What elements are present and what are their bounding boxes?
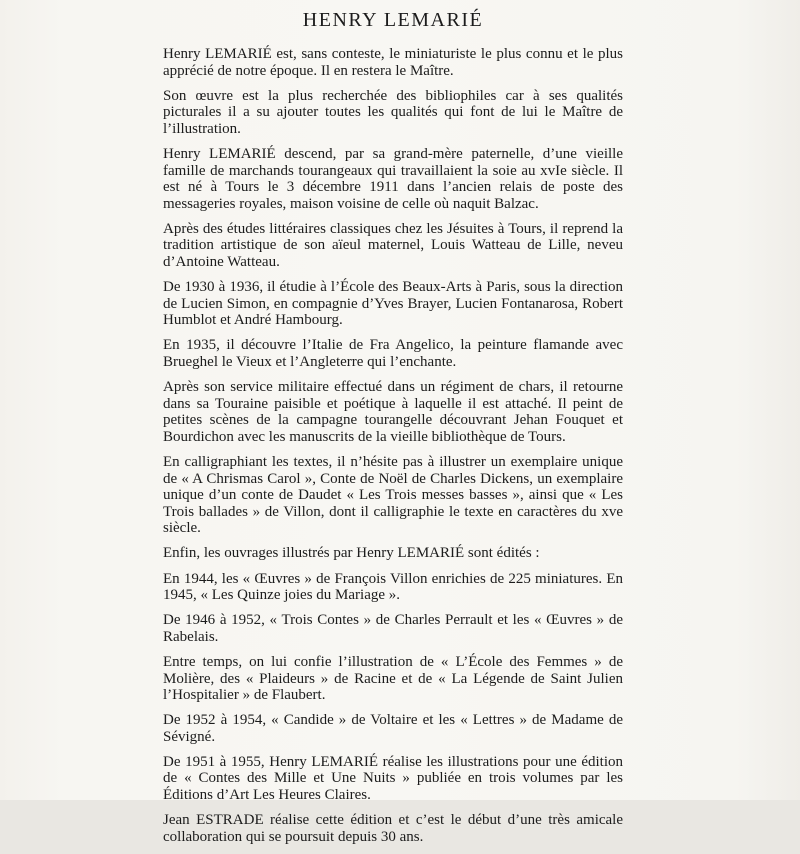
paragraph-1944: En 1944, les « Œuvres » de François Villon enrichies de 225 miniatures. En 1945, « Les Quinze joies du Mariage ». xyxy=(163,570,623,604)
paragraph-oeuvre: Son œuvre est la plus recherchée des bibliophiles car à ses qualités picturales il a su ajouter toutes les qualités qui font de lui le Maître de l’illustration. xyxy=(163,87,623,137)
paragraph-calligraphy: En calligraphiant les textes, il n’hésite pas à illustrer un exemplaire unique de « A Chrismas Carol », Conte de Noël de Charles Dickens, un exemplaire unique d’un conte de Daudet « Les Trois messes basses », ainsi que « Les Trois ballades » de Villon, dont il calligraphie le texte en caractères du xve siècle. xyxy=(163,453,623,537)
paragraph-1951: De 1951 à 1955, Henry LEMARIÉ réalise les illustrations pour une édition de « Contes des Mille et Une Nuits » publiée en trois volumes par les Éditions d’Art Les Heures Claires. xyxy=(163,753,623,804)
paragraph-1935: En 1935, il découvre l’Italie de Fra Angelico, la peinture flamande avec Brueghel le Vieux et l’Angleterre qui l’enchante. xyxy=(163,337,623,370)
paragraph-beaux-arts: De 1930 à 1936, il étudie à l’École des Beaux-Arts à Paris, sous la direction de Lucien Simon, en compagnie d’Yves Brayer, Lucien Fontanarosa, Robert Humblot et André Hambourg. xyxy=(163,279,623,329)
paragraph-estrade: Jean ESTRADE réalise cette édition et c’est le début d’une très amicale collaboration qui se poursuit depuis 30 ans. xyxy=(163,812,623,845)
paragraph-intro: Henry LEMARIÉ est, sans conteste, le miniaturiste le plus connu et le plus apprécié de notre époque. Il en restera le Maître. xyxy=(163,46,623,79)
paragraph-editions-intro: Enfin, les ouvrages illustrés par Henry LEMARIÉ sont édités : xyxy=(163,545,540,562)
document-title: HENRY LEMARIÉ xyxy=(302,9,484,31)
paragraph-1946: De 1946 à 1952, « Trois Contes » de Charles Perrault et les « Œuvres » de Rabelais. xyxy=(163,612,623,645)
paragraph-entre-temps: Entre temps, on lui confie l’illustration de « L’École des Femmes » de Molière, des « Plaideurs » de Racine et de « La Légende de Saint Julien l’Hospitalier » de Flaubert. xyxy=(163,653,623,704)
paragraph-studies: Après des études littéraires classiques chez les Jésuites à Tours, il reprend la tradition artistique de son aïeul maternel, Louis Watteau de Lille, neveu d’Antoine Watteau. xyxy=(163,220,623,271)
paragraph-1952: De 1952 à 1954, « Candide » de Voltaire et les « Lettres » de Madame de Sévigné. xyxy=(163,712,623,745)
paragraph-origins: Henry LEMARIÉ descend, par sa grand-mère paternelle, d’une vieille famille de marchands tourangeaux qui travaillaient la soie au xvIe siècle. Il est né à Tours le 3 décembre 1911 dans l’ancien relais de poste des messageries royales, maison voisine de celle où naquit Balzac. xyxy=(163,145,623,212)
paragraph-military: Après son service militaire effectué dans un régiment de chars, il retourne dans sa Touraine paisible et poétique à laquelle il est attaché. Il peint de petites scènes de la campagne tourangelle découvrant Jehan Fouquet et Bourdichon avec les manuscrits de la vieille bibliothèque de Tours. xyxy=(163,379,623,445)
document-body xyxy=(163,8,623,854)
